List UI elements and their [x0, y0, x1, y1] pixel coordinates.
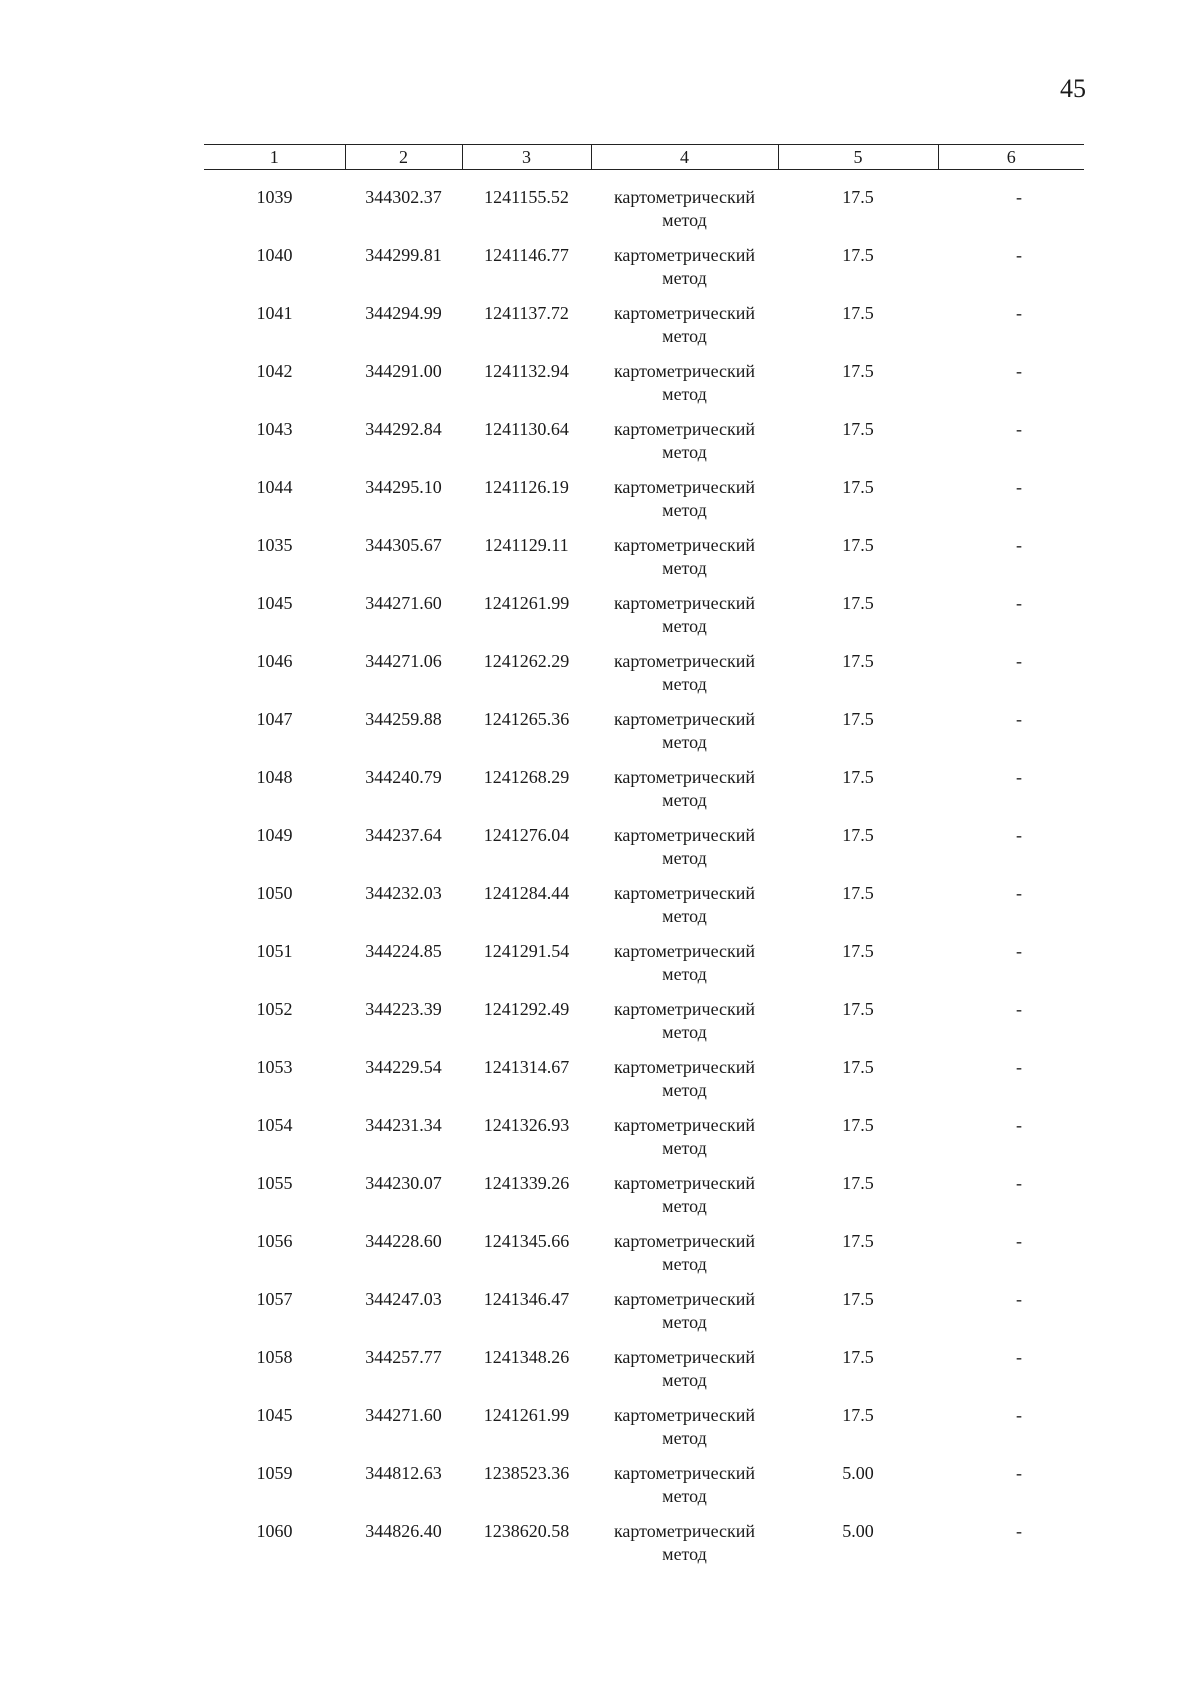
x-coordinate-cell: 344259.88	[365, 709, 442, 729]
method-line-1: картометрический	[613, 187, 756, 207]
table-body	[204, 170, 1084, 1579]
x-coordinate-cell: 344240.79	[365, 767, 442, 787]
accuracy-cell: 17.5	[842, 1289, 874, 1309]
table-header-row	[204, 145, 1084, 170]
method-line-1: картометрический	[613, 883, 756, 903]
method-cell	[591, 998, 778, 1056]
method-cell	[591, 824, 778, 882]
point-number-cell: 1043	[256, 419, 293, 439]
column-header: 4	[591, 145, 778, 170]
x-coordinate-cell: 344305.67	[365, 535, 442, 555]
x-coordinate-cell: 344292.84	[365, 419, 442, 439]
note-cell: -	[1016, 825, 1022, 845]
accuracy-cell: 17.5	[842, 477, 874, 497]
method-line-2: метод	[662, 1138, 707, 1158]
accuracy-cell: 17.5	[842, 303, 874, 323]
method-cell	[591, 170, 778, 245]
method-line-2: метод	[662, 906, 707, 926]
method-cell	[591, 1056, 778, 1114]
x-coordinate-cell: 344812.63	[365, 1463, 442, 1483]
x-coordinate-cell: 344291.00	[365, 361, 442, 381]
x-coordinate-cell: 344302.37	[365, 187, 442, 207]
table-row	[204, 534, 1084, 592]
x-coordinate-cell: 344271.60	[365, 593, 442, 613]
note-cell: -	[1016, 1463, 1022, 1483]
table-row	[204, 940, 1084, 998]
method-cell	[591, 1172, 778, 1230]
method-line-2: метод	[662, 1312, 707, 1332]
method-line-2: метод	[662, 500, 707, 520]
y-coordinate-cell: 1241262.29	[483, 651, 570, 671]
x-coordinate-cell: 344232.03	[365, 883, 442, 903]
table-row	[204, 998, 1084, 1056]
point-number-cell: 1051	[256, 941, 293, 961]
method-line-2: метод	[662, 732, 707, 752]
method-line-1: картометрический	[613, 999, 756, 1019]
note-cell: -	[1016, 883, 1022, 903]
method-line-1: картометрический	[613, 1521, 756, 1541]
y-coordinate-cell: 1238523.36	[483, 1463, 570, 1483]
method-line-2: метод	[662, 442, 707, 462]
table-row	[204, 708, 1084, 766]
method-line-1: картометрический	[613, 1057, 756, 1077]
point-number-cell: 1056	[256, 1231, 293, 1251]
y-coordinate-cell: 1241129.11	[484, 535, 569, 555]
y-coordinate-cell: 1241284.44	[483, 883, 570, 903]
accuracy-cell: 17.5	[842, 1347, 874, 1367]
table-row	[204, 1288, 1084, 1346]
y-coordinate-cell: 1241126.19	[484, 477, 569, 497]
note-cell: -	[1016, 1057, 1022, 1077]
method-line-1: картометрический	[613, 651, 756, 671]
x-coordinate-cell: 344237.64	[365, 825, 442, 845]
method-line-1: картометрический	[613, 303, 756, 323]
x-coordinate-cell: 344826.40	[365, 1521, 442, 1541]
method-cell	[591, 302, 778, 360]
accuracy-cell: 17.5	[842, 535, 874, 555]
method-line-2: метод	[662, 1486, 707, 1506]
method-cell	[591, 476, 778, 534]
method-line-1: картометрический	[613, 1405, 756, 1425]
point-number-cell: 1040	[256, 245, 293, 265]
y-coordinate-cell: 1241292.49	[483, 999, 570, 1019]
method-cell	[591, 766, 778, 824]
x-coordinate-cell: 344257.77	[365, 1347, 442, 1367]
method-line-2: метод	[662, 384, 707, 404]
point-number-cell: 1055	[256, 1173, 293, 1193]
note-cell: -	[1016, 1231, 1022, 1251]
method-line-1: картометрический	[613, 767, 756, 787]
method-cell	[591, 592, 778, 650]
method-line-1: картометрический	[613, 825, 756, 845]
accuracy-cell: 17.5	[842, 1405, 874, 1425]
note-cell: -	[1016, 187, 1022, 207]
table-row	[204, 1114, 1084, 1172]
accuracy-cell: 17.5	[842, 1173, 874, 1193]
point-number-cell: 1047	[256, 709, 293, 729]
x-coordinate-cell: 344223.39	[365, 999, 442, 1019]
accuracy-cell: 17.5	[842, 361, 874, 381]
table-row	[204, 360, 1084, 418]
table-row	[204, 170, 1084, 245]
method-line-2: метод	[662, 268, 707, 288]
table-row	[204, 418, 1084, 476]
x-coordinate-cell: 344224.85	[365, 941, 442, 961]
y-coordinate-cell: 1241265.36	[483, 709, 570, 729]
accuracy-cell: 17.5	[842, 999, 874, 1019]
x-coordinate-cell: 344295.10	[365, 477, 442, 497]
method-line-2: метод	[662, 674, 707, 694]
table-row	[204, 592, 1084, 650]
accuracy-cell: 17.5	[842, 1115, 874, 1135]
column-header: 2	[345, 145, 462, 170]
x-coordinate-cell: 344271.60	[365, 1405, 442, 1425]
y-coordinate-cell: 1241345.66	[483, 1231, 570, 1251]
note-cell: -	[1016, 1173, 1022, 1193]
x-coordinate-cell: 344231.34	[365, 1115, 442, 1135]
method-line-1: картометрический	[613, 941, 756, 961]
column-header: 1	[204, 145, 345, 170]
note-cell: -	[1016, 1115, 1022, 1135]
table-row	[204, 1462, 1084, 1520]
y-coordinate-cell: 1241339.26	[483, 1173, 570, 1193]
note-cell: -	[1016, 303, 1022, 323]
method-line-1: картометрический	[613, 1289, 756, 1309]
note-cell: -	[1016, 999, 1022, 1019]
method-cell	[591, 418, 778, 476]
table-row	[204, 1346, 1084, 1404]
method-line-1: картометрический	[613, 1173, 756, 1193]
x-coordinate-cell: 344299.81	[365, 245, 442, 265]
point-number-cell: 1050	[256, 883, 293, 903]
method-line-2: метод	[662, 790, 707, 810]
method-line-1: картометрический	[613, 593, 756, 613]
method-line-2: метод	[662, 326, 707, 346]
method-cell	[591, 534, 778, 592]
accuracy-cell: 17.5	[842, 593, 874, 613]
method-line-1: картометрический	[613, 535, 756, 555]
coordinates-table	[204, 144, 1084, 1578]
method-line-1: картометрический	[613, 1347, 756, 1367]
note-cell: -	[1016, 245, 1022, 265]
table-row	[204, 1056, 1084, 1114]
y-coordinate-cell: 1238620.58	[483, 1521, 570, 1541]
x-coordinate-cell: 344294.99	[365, 303, 442, 323]
note-cell: -	[1016, 419, 1022, 439]
point-number-cell: 1059	[256, 1463, 293, 1483]
table-row	[204, 766, 1084, 824]
y-coordinate-cell: 1241291.54	[483, 941, 570, 961]
point-number-cell: 1045	[256, 593, 293, 613]
method-line-2: метод	[662, 210, 707, 230]
method-line-1: картометрический	[613, 1463, 756, 1483]
method-cell	[591, 940, 778, 998]
y-coordinate-cell: 1241348.26	[483, 1347, 570, 1367]
table-row	[204, 1520, 1084, 1578]
method-line-2: метод	[662, 964, 707, 984]
method-line-1: картометрический	[613, 361, 756, 381]
accuracy-cell: 17.5	[842, 1231, 874, 1251]
note-cell: -	[1016, 477, 1022, 497]
note-cell: -	[1016, 593, 1022, 613]
method-cell	[591, 244, 778, 302]
y-coordinate-cell: 1241261.99	[483, 1405, 570, 1425]
table-row	[204, 244, 1084, 302]
y-coordinate-cell: 1241261.99	[483, 593, 570, 613]
accuracy-cell: 17.5	[842, 245, 874, 265]
method-line-2: метод	[662, 616, 707, 636]
point-number-cell: 1048	[256, 767, 293, 787]
accuracy-cell: 17.5	[842, 883, 874, 903]
method-cell	[591, 1346, 778, 1404]
note-cell: -	[1016, 361, 1022, 381]
y-coordinate-cell: 1241130.64	[484, 419, 569, 439]
point-number-cell: 1046	[256, 651, 293, 671]
y-coordinate-cell: 1241276.04	[483, 825, 570, 845]
y-coordinate-cell: 1241137.72	[484, 303, 569, 323]
table-row	[204, 650, 1084, 708]
method-line-1: картометрический	[613, 477, 756, 497]
point-number-cell: 1052	[256, 999, 293, 1019]
note-cell: -	[1016, 1405, 1022, 1425]
y-coordinate-cell: 1241314.67	[483, 1057, 570, 1077]
method-cell	[591, 882, 778, 940]
table-row	[204, 1404, 1084, 1462]
method-line-2: метод	[662, 1080, 707, 1100]
accuracy-cell: 17.5	[842, 419, 874, 439]
y-coordinate-cell: 1241268.29	[483, 767, 570, 787]
method-line-2: метод	[662, 1428, 707, 1448]
x-coordinate-cell: 344229.54	[365, 1057, 442, 1077]
method-cell	[591, 1114, 778, 1172]
note-cell: -	[1016, 651, 1022, 671]
method-cell	[591, 1288, 778, 1346]
method-line-2: метод	[662, 1254, 707, 1274]
point-number-cell: 1044	[256, 477, 293, 497]
column-header: 6	[938, 145, 1084, 170]
note-cell: -	[1016, 1347, 1022, 1367]
accuracy-cell: 17.5	[842, 709, 874, 729]
x-coordinate-cell: 344228.60	[365, 1231, 442, 1251]
method-cell	[591, 1462, 778, 1520]
column-header: 3	[462, 145, 591, 170]
point-number-cell: 1053	[256, 1057, 293, 1077]
accuracy-cell: 17.5	[842, 187, 874, 207]
accuracy-cell: 5.00	[842, 1463, 874, 1483]
x-coordinate-cell: 344271.06	[365, 651, 442, 671]
note-cell: -	[1016, 709, 1022, 729]
accuracy-cell: 17.5	[842, 825, 874, 845]
point-number-cell: 1045	[256, 1405, 293, 1425]
y-coordinate-cell: 1241346.47	[483, 1289, 570, 1309]
method-line-1: картометрический	[613, 1231, 756, 1251]
method-line-2: метод	[662, 1370, 707, 1390]
table-row	[204, 882, 1084, 940]
table-row	[204, 476, 1084, 534]
accuracy-cell: 17.5	[842, 941, 874, 961]
method-line-1: картометрический	[613, 419, 756, 439]
x-coordinate-cell: 344230.07	[365, 1173, 442, 1193]
point-number-cell: 1058	[256, 1347, 293, 1367]
method-line-2: метод	[662, 1196, 707, 1216]
y-coordinate-cell: 1241146.77	[484, 245, 569, 265]
point-number-cell: 1039	[256, 187, 293, 207]
method-cell	[591, 360, 778, 418]
point-number-cell: 1042	[256, 361, 293, 381]
table-row	[204, 824, 1084, 882]
method-line-2: метод	[662, 558, 707, 578]
column-header: 5	[778, 145, 938, 170]
page-number: 45	[1060, 74, 1086, 103]
point-number-cell: 1049	[256, 825, 293, 845]
note-cell: -	[1016, 535, 1022, 555]
note-cell: -	[1016, 941, 1022, 961]
y-coordinate-cell: 1241132.94	[484, 361, 569, 381]
method-line-2: метод	[662, 1022, 707, 1042]
point-number-cell: 1041	[256, 303, 293, 323]
point-number-cell: 1035	[256, 535, 293, 555]
note-cell: -	[1016, 767, 1022, 787]
method-line-1: картометрический	[613, 709, 756, 729]
method-cell	[591, 650, 778, 708]
method-line-1: картометрический	[613, 245, 756, 265]
method-line-2: метод	[662, 848, 707, 868]
point-number-cell: 1054	[256, 1115, 293, 1135]
note-cell: -	[1016, 1521, 1022, 1541]
method-cell	[591, 1520, 778, 1578]
y-coordinate-cell: 1241155.52	[484, 187, 569, 207]
method-cell	[591, 1404, 778, 1462]
accuracy-cell: 17.5	[842, 1057, 874, 1077]
point-number-cell: 1060	[256, 1521, 293, 1541]
method-cell	[591, 1230, 778, 1288]
table-row	[204, 1230, 1084, 1288]
point-number-cell: 1057	[256, 1289, 293, 1309]
table-row	[204, 1172, 1084, 1230]
accuracy-cell: 5.00	[842, 1521, 874, 1541]
note-cell: -	[1016, 1289, 1022, 1309]
method-line-1: картометрический	[613, 1115, 756, 1135]
table-row	[204, 302, 1084, 360]
y-coordinate-cell: 1241326.93	[483, 1115, 570, 1135]
accuracy-cell: 17.5	[842, 651, 874, 671]
method-cell	[591, 708, 778, 766]
accuracy-cell: 17.5	[842, 767, 874, 787]
x-coordinate-cell: 344247.03	[365, 1289, 442, 1309]
method-line-2: метод	[662, 1544, 707, 1564]
